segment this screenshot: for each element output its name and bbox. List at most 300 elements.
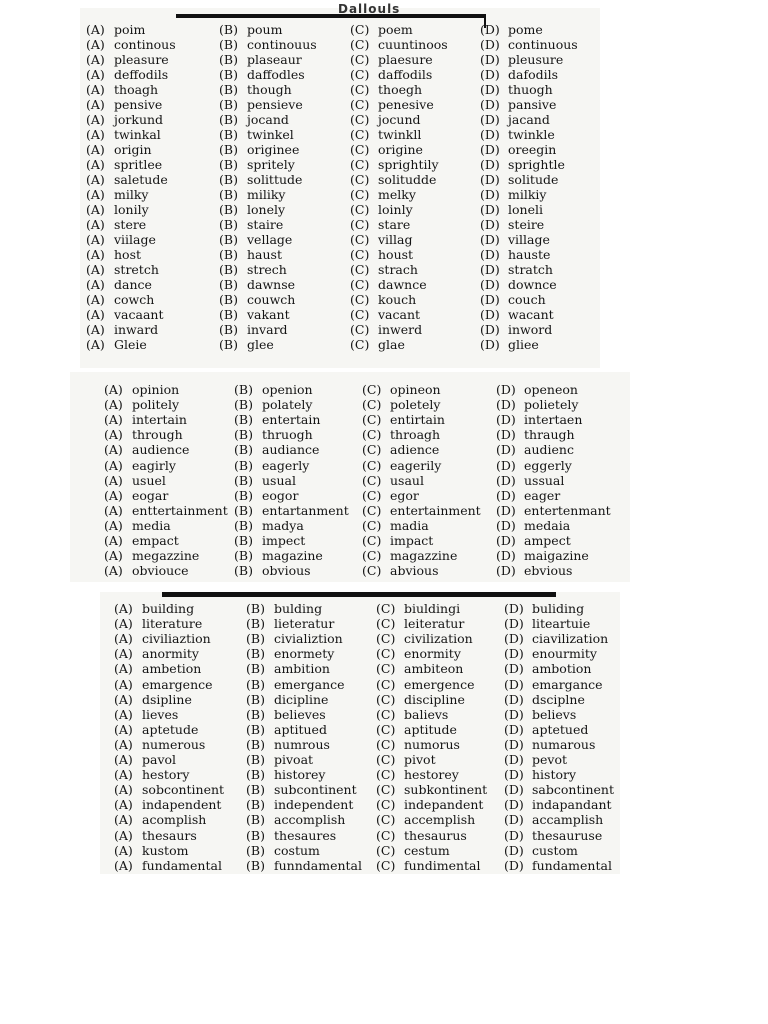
option-a xyxy=(86,142,152,157)
option-word: village xyxy=(508,232,550,247)
option-c xyxy=(350,337,405,352)
option-a xyxy=(104,412,187,427)
option-word: oreegin xyxy=(508,142,557,157)
option-letter: (A) xyxy=(104,548,123,564)
option-word: numrous xyxy=(274,736,330,752)
option-c xyxy=(376,828,467,843)
option-c xyxy=(350,307,420,322)
option-letter: (B) xyxy=(246,782,265,798)
option-b xyxy=(246,797,353,812)
option-letter: (B) xyxy=(219,307,238,322)
option-b xyxy=(219,37,317,52)
option-a xyxy=(104,503,228,518)
option-c xyxy=(350,277,427,292)
option-letter: (D) xyxy=(504,631,524,647)
option-a xyxy=(86,202,149,217)
option-word: empact xyxy=(132,533,179,548)
option-word: intertaen xyxy=(524,412,583,428)
option-word: accemplish xyxy=(404,812,476,828)
option-word: steire xyxy=(508,217,545,232)
option-word: ambition xyxy=(274,661,330,677)
option-d xyxy=(480,217,544,232)
option-word: cestum xyxy=(404,842,450,858)
option-letter: (D) xyxy=(496,502,516,518)
question-row xyxy=(86,277,606,292)
option-word: couch xyxy=(508,292,546,307)
option-letter: (A) xyxy=(86,67,105,82)
option-word: strech xyxy=(247,262,287,277)
option-letter: (B) xyxy=(219,172,238,187)
option-a xyxy=(104,563,189,578)
option-letter: (A) xyxy=(104,533,123,548)
option-letter: (D) xyxy=(480,247,500,262)
option-a xyxy=(104,488,168,503)
option-letter: (D) xyxy=(496,427,516,443)
option-word: lonely xyxy=(247,202,286,217)
option-b xyxy=(219,202,285,217)
option-letter: (B) xyxy=(219,337,238,352)
option-letter: (A) xyxy=(114,782,133,798)
option-letter: (B) xyxy=(219,322,238,337)
option-letter: (C) xyxy=(362,517,382,533)
option-word: fundimental xyxy=(404,857,481,873)
option-c xyxy=(350,247,413,262)
option-word: spritely xyxy=(247,157,295,172)
option-a xyxy=(114,631,211,646)
option-letter: (B) xyxy=(246,812,265,828)
option-word: ambotion xyxy=(532,661,592,677)
option-c xyxy=(362,548,457,563)
option-word: glee xyxy=(247,337,274,352)
option-b xyxy=(219,127,294,142)
option-b xyxy=(246,828,336,843)
option-word: ussual xyxy=(524,472,565,488)
option-a xyxy=(86,232,156,247)
option-b xyxy=(246,722,327,737)
option-word: polately xyxy=(262,397,313,413)
option-letter: (D) xyxy=(504,752,524,767)
option-word: historey xyxy=(274,767,326,783)
option-letter: (A) xyxy=(86,187,105,202)
option-c xyxy=(362,473,424,488)
option-letter: (C) xyxy=(362,502,382,518)
option-d xyxy=(496,488,560,503)
option-word: subcontinent xyxy=(274,782,357,798)
option-word: vakant xyxy=(247,307,290,322)
question-row xyxy=(114,843,634,858)
option-letter: (B) xyxy=(219,187,238,202)
option-a xyxy=(86,322,158,337)
option-word: host xyxy=(114,247,142,262)
option-letter: (B) xyxy=(234,533,253,548)
option-letter: (D) xyxy=(480,157,500,172)
question-row xyxy=(86,232,606,247)
option-letter: (A) xyxy=(114,691,133,707)
option-letter: (A) xyxy=(86,157,105,172)
option-d xyxy=(504,828,602,843)
option-letter: (D) xyxy=(504,736,524,752)
option-b xyxy=(219,157,295,172)
option-letter: (B) xyxy=(246,616,265,632)
option-d xyxy=(496,412,582,427)
option-b xyxy=(246,782,357,797)
option-letter: (C) xyxy=(362,382,382,397)
option-letter: (A) xyxy=(114,661,133,677)
option-b xyxy=(219,292,295,307)
option-letter: (C) xyxy=(350,112,370,127)
option-b xyxy=(234,382,313,397)
option-letter: (D) xyxy=(480,322,500,337)
option-b xyxy=(246,812,345,827)
option-a xyxy=(114,843,188,858)
option-d xyxy=(480,142,556,157)
option-c xyxy=(362,382,441,397)
question-row xyxy=(114,707,634,722)
option-word: funndamental xyxy=(274,857,363,873)
option-word: entertenmant xyxy=(524,502,611,518)
option-letter: (B) xyxy=(246,842,265,858)
option-letter: (B) xyxy=(219,127,238,142)
option-a xyxy=(104,473,166,488)
option-letter: (A) xyxy=(104,487,123,503)
option-b xyxy=(219,277,295,292)
option-letter: (D) xyxy=(480,97,500,112)
option-letter: (C) xyxy=(350,127,370,142)
option-word: liteartuie xyxy=(532,616,591,632)
option-letter: (B) xyxy=(234,563,253,579)
option-letter: (A) xyxy=(104,382,123,397)
option-letter: (D) xyxy=(480,262,500,277)
option-letter: (C) xyxy=(350,97,370,112)
option-word: media xyxy=(132,517,171,533)
option-letter: (D) xyxy=(496,472,516,488)
option-a xyxy=(86,127,161,142)
option-word: emergence xyxy=(404,676,475,692)
option-b xyxy=(219,112,289,127)
option-letter: (C) xyxy=(362,548,382,564)
option-b xyxy=(219,307,290,322)
question-row xyxy=(104,427,624,442)
option-letter: (C) xyxy=(350,292,370,307)
option-word: thesaurus xyxy=(404,827,467,843)
option-word: medaia xyxy=(524,517,571,533)
option-a xyxy=(86,262,159,277)
option-d xyxy=(480,37,578,52)
option-word: ebvious xyxy=(524,563,573,579)
option-word: leiteratur xyxy=(404,616,465,632)
option-letter: (B) xyxy=(219,292,238,307)
option-letter: (A) xyxy=(86,322,105,337)
option-letter: (B) xyxy=(219,202,238,217)
option-a xyxy=(114,646,199,661)
header-rule xyxy=(176,14,486,18)
option-letter: (B) xyxy=(234,502,253,518)
option-word: indepandent xyxy=(404,797,484,813)
option-letter: (C) xyxy=(362,487,382,503)
question-row xyxy=(104,473,624,488)
question-row xyxy=(104,563,624,578)
option-word: milky xyxy=(114,187,149,202)
option-letter: (D) xyxy=(496,487,516,503)
question-row xyxy=(104,397,624,412)
option-letter: (B) xyxy=(246,857,265,873)
option-d xyxy=(496,563,572,578)
option-c xyxy=(350,22,413,37)
option-word: pleasure xyxy=(114,52,169,67)
option-c xyxy=(350,262,418,277)
question-row xyxy=(86,112,606,127)
option-letter: (D) xyxy=(504,827,524,843)
option-word: ambetion xyxy=(142,661,202,677)
option-letter: (A) xyxy=(114,706,133,722)
question-row xyxy=(114,812,634,827)
question-row xyxy=(86,142,606,157)
question-row xyxy=(86,67,606,82)
question-row xyxy=(114,646,634,661)
option-letter: (B) xyxy=(219,247,238,262)
question-row xyxy=(104,442,624,457)
option-word: indapendent xyxy=(142,797,222,813)
option-word: magazzine xyxy=(390,548,458,564)
option-c xyxy=(376,646,461,661)
option-c xyxy=(376,601,460,616)
option-d xyxy=(480,247,550,262)
option-c xyxy=(350,232,413,247)
option-letter: (B) xyxy=(234,442,253,458)
option-letter: (B) xyxy=(234,487,253,503)
option-letter: (B) xyxy=(219,232,238,247)
option-word: vacant xyxy=(378,307,421,322)
option-word: daffodles xyxy=(247,67,305,82)
option-letter: (D) xyxy=(504,782,524,798)
option-c xyxy=(350,37,448,52)
option-d xyxy=(480,112,550,127)
option-letter: (A) xyxy=(114,827,133,843)
option-letter: (C) xyxy=(350,337,370,352)
option-letter: (B) xyxy=(234,382,253,397)
option-a xyxy=(86,22,145,37)
option-word: believes xyxy=(274,706,326,722)
option-b xyxy=(246,707,326,722)
option-b xyxy=(234,442,319,457)
option-letter: (D) xyxy=(496,548,516,564)
option-a xyxy=(104,458,176,473)
option-word: audience xyxy=(132,442,190,458)
option-word: pivoat xyxy=(274,752,314,767)
option-a xyxy=(104,382,179,397)
option-b xyxy=(219,142,299,157)
option-word: gliee xyxy=(508,337,539,352)
option-a xyxy=(86,52,169,67)
option-letter: (A) xyxy=(114,631,133,647)
option-word: thraugh xyxy=(524,427,575,443)
option-word: maigazine xyxy=(524,548,589,564)
option-letter: (D) xyxy=(504,812,524,828)
option-word: pevot xyxy=(532,752,568,767)
option-d xyxy=(504,692,585,707)
option-d xyxy=(504,677,603,692)
option-word: dance xyxy=(114,277,152,292)
option-letter: (C) xyxy=(362,442,382,458)
option-c xyxy=(350,82,422,97)
question-row xyxy=(104,412,624,427)
option-b xyxy=(246,858,362,873)
option-word: glae xyxy=(378,337,405,352)
option-b xyxy=(219,52,302,67)
option-word: usuel xyxy=(132,472,166,488)
question-row xyxy=(86,172,606,187)
option-c xyxy=(362,533,433,548)
question-row xyxy=(114,677,634,692)
option-word: obviouce xyxy=(132,563,189,579)
option-d xyxy=(480,157,565,172)
option-letter: (A) xyxy=(114,616,133,632)
option-b xyxy=(234,397,312,412)
option-a xyxy=(114,767,189,782)
option-word: numorus xyxy=(404,736,460,752)
option-word: through xyxy=(132,427,183,443)
option-word: accomplish xyxy=(274,812,346,828)
option-word: Gleie xyxy=(114,337,147,352)
option-word: custom xyxy=(532,842,578,858)
option-word: houst xyxy=(378,247,414,262)
option-word: lieves xyxy=(142,706,179,722)
option-c xyxy=(350,157,439,172)
option-letter: (C) xyxy=(362,563,382,579)
option-word: stere xyxy=(114,217,147,232)
option-letter: (B) xyxy=(246,646,265,662)
option-word: enourmity xyxy=(532,646,597,662)
option-word: hauste xyxy=(508,247,551,262)
option-word: milkiy xyxy=(508,187,547,202)
option-word: dafodils xyxy=(508,67,559,82)
option-letter: (A) xyxy=(114,752,133,767)
option-word: discipline xyxy=(404,691,465,707)
option-letter: (D) xyxy=(480,202,500,217)
option-letter: (C) xyxy=(350,277,370,292)
option-letter: (D) xyxy=(504,616,524,632)
option-b xyxy=(234,548,323,563)
option-letter: (A) xyxy=(104,472,123,488)
option-c xyxy=(362,442,439,457)
option-word: bulding xyxy=(274,601,323,616)
option-letter: (B) xyxy=(219,142,238,157)
option-letter: (D) xyxy=(504,691,524,707)
option-word: dicipline xyxy=(274,691,329,707)
option-c xyxy=(376,677,474,692)
option-letter: (C) xyxy=(350,172,370,187)
option-letter: (B) xyxy=(219,52,238,67)
option-letter: (B) xyxy=(246,601,265,616)
option-d xyxy=(496,458,572,473)
option-a xyxy=(86,292,154,307)
option-letter: (A) xyxy=(86,22,105,37)
question-row xyxy=(86,97,606,112)
option-d xyxy=(496,382,578,397)
option-letter: (C) xyxy=(350,307,370,322)
option-word: openeon xyxy=(524,382,578,397)
option-letter: (A) xyxy=(104,442,123,458)
option-word: enttertainment xyxy=(132,502,228,518)
question-row xyxy=(86,157,606,172)
option-word: costum xyxy=(274,842,320,858)
option-a xyxy=(104,427,183,442)
option-word: thoegh xyxy=(378,82,423,97)
option-d xyxy=(504,782,614,797)
option-letter: (B) xyxy=(219,157,238,172)
option-word: inward xyxy=(114,322,159,337)
option-word: adience xyxy=(390,442,440,458)
option-word: ambiteon xyxy=(404,661,464,677)
option-word: jocund xyxy=(378,112,421,127)
question-row xyxy=(114,631,634,646)
option-word: opineon xyxy=(390,382,441,397)
option-word: throagh xyxy=(390,427,441,443)
option-word: history xyxy=(532,767,577,783)
option-word: cuuntinoos xyxy=(378,37,448,52)
option-letter: (A) xyxy=(86,277,105,292)
option-b xyxy=(246,737,330,752)
option-c xyxy=(376,631,473,646)
option-word: melky xyxy=(378,187,416,202)
option-letter: (B) xyxy=(234,397,253,413)
question-row xyxy=(86,22,606,37)
option-letter: (C) xyxy=(350,247,370,262)
option-letter: (A) xyxy=(114,857,133,873)
option-b xyxy=(246,631,343,646)
option-a xyxy=(86,67,168,82)
option-word: aptitued xyxy=(274,721,327,737)
option-c xyxy=(362,458,441,473)
option-word: twinkll xyxy=(378,127,422,142)
option-a xyxy=(114,677,213,692)
option-letter: (B) xyxy=(219,277,238,292)
option-letter: (C) xyxy=(376,676,396,692)
option-a xyxy=(86,217,146,232)
option-letter: (C) xyxy=(350,52,370,67)
option-a xyxy=(104,518,171,533)
option-word: stratch xyxy=(508,262,553,277)
option-d xyxy=(504,737,595,752)
option-letter: (C) xyxy=(362,533,382,548)
option-word: solitudde xyxy=(378,172,437,187)
option-d xyxy=(504,767,576,782)
option-letter: (C) xyxy=(350,232,370,247)
option-word: originee xyxy=(247,142,300,157)
option-letter: (B) xyxy=(246,676,265,692)
option-word: continous xyxy=(114,37,176,52)
option-c xyxy=(350,52,433,67)
option-letter: (C) xyxy=(362,457,382,473)
option-b xyxy=(246,661,330,676)
question-row xyxy=(114,752,634,767)
option-a xyxy=(114,858,222,873)
option-word: plaseaur xyxy=(247,52,302,67)
option-word: accamplish xyxy=(532,812,604,828)
option-letter: (A) xyxy=(114,601,133,616)
option-c xyxy=(362,427,440,442)
question-row xyxy=(104,503,624,518)
option-word: jorkund xyxy=(114,112,164,127)
option-word: abvious xyxy=(390,563,439,579)
option-letter: (B) xyxy=(234,427,253,443)
option-d xyxy=(480,187,546,202)
option-d xyxy=(480,307,554,322)
option-b xyxy=(246,646,334,661)
option-c xyxy=(376,692,465,707)
option-b xyxy=(234,473,296,488)
option-word: literature xyxy=(142,616,203,632)
